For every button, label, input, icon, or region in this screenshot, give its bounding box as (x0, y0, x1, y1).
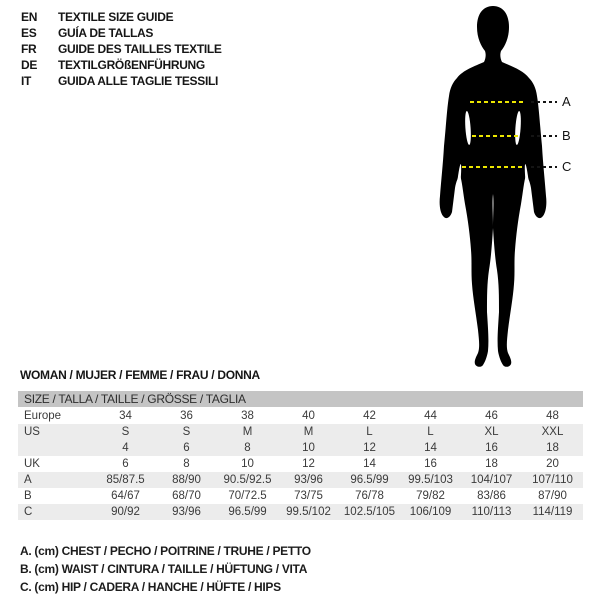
table-cell: 16 (485, 442, 498, 454)
table-cell: 46 (485, 410, 498, 422)
table-cell: 99.5/103 (408, 474, 453, 486)
language-code: FR (21, 42, 37, 56)
size-table-body (18, 408, 583, 520)
table-cell: 14 (424, 442, 437, 454)
legend-line-hip: C. (cm) HIP / CADERA / HANCHE / HÜFTE / HIPS (20, 580, 281, 594)
table-cell: L (427, 426, 434, 438)
row-label: C (24, 506, 33, 518)
table-cell: 4 (122, 442, 129, 454)
table-row (18, 456, 583, 472)
language-label: GUIDE DES TAILLES TEXTILE (58, 42, 222, 56)
table-cell: 36 (180, 410, 193, 422)
measurement-legend (20, 542, 311, 596)
table-cell: 10 (241, 458, 254, 470)
table-cell: 20 (546, 458, 559, 470)
table-cell: 10 (302, 442, 315, 454)
table-cell: 96.5/99 (350, 474, 389, 486)
table-cell: 79/82 (416, 490, 445, 502)
table-cell: 110/113 (471, 506, 512, 518)
table-row (18, 488, 583, 504)
table-row (18, 408, 583, 424)
table-cell: 73/75 (294, 490, 323, 502)
table-cell: 87/90 (538, 490, 567, 502)
table-row (18, 504, 583, 520)
table-cell: 68/70 (172, 490, 201, 502)
language-list (21, 9, 222, 89)
table-cell: 6 (122, 458, 129, 470)
language-code: ES (21, 26, 37, 40)
size-table-header: SIZE / TALLA / TAILLE / GRÖSSE / TAGLIA (18, 391, 583, 407)
language-code: IT (21, 74, 32, 88)
measure-line-a-callout (531, 101, 557, 103)
language-label: GUIDA ALLE TAGLIE TESSILI (58, 74, 219, 88)
table-cell: 90/92 (111, 506, 140, 518)
measure-line-a-body (470, 101, 523, 103)
table-cell: 18 (546, 442, 559, 454)
language-label: GUÍA DE TALLAS (58, 26, 154, 40)
measurement-figure (425, 0, 600, 380)
table-cell: 38 (241, 410, 254, 422)
table-cell: 8 (183, 458, 190, 470)
row-label: A (24, 474, 32, 486)
table-cell: 48 (546, 410, 559, 422)
language-code: DE (21, 58, 38, 72)
group-title: WOMAN / MUJER / FEMME / FRAU / DONNA (20, 368, 260, 382)
measure-line-c-body (462, 166, 524, 168)
table-row (18, 440, 583, 456)
row-label: US (24, 426, 40, 438)
table-cell: 12 (363, 442, 376, 454)
table-cell: S (121, 426, 130, 438)
size-table (18, 391, 583, 520)
table-cell: 6 (183, 442, 190, 454)
language-row (21, 25, 222, 41)
table-cell: 99.5/102 (286, 506, 331, 518)
table-row (18, 424, 583, 440)
row-label: Europe (24, 410, 62, 422)
language-row (21, 41, 222, 57)
table-row (18, 472, 583, 488)
language-code: EN (21, 10, 38, 24)
language-row (21, 9, 222, 25)
table-cell: XXL (541, 426, 564, 438)
measure-label-a: A (562, 94, 571, 109)
table-cell: 14 (363, 458, 376, 470)
table-cell: 8 (244, 442, 251, 454)
table-cell: 70/72.5 (228, 490, 267, 502)
legend-line-chest: A. (cm) CHEST / PECHO / POITRINE / TRUHE / PETTO (20, 544, 311, 558)
table-cell: M (242, 426, 253, 438)
table-cell: 12 (302, 458, 315, 470)
table-cell: 106/109 (409, 506, 452, 518)
table-cell: 42 (363, 410, 376, 422)
table-cell: 104/107 (470, 474, 513, 486)
table-cell: 16 (424, 458, 437, 470)
table-cell: 107/110 (532, 474, 573, 486)
measure-line-b-callout (531, 135, 557, 137)
measure-label-b: B (562, 128, 571, 143)
table-cell: 34 (119, 410, 132, 422)
row-label (18, 440, 95, 456)
measure-label-c: C (562, 159, 572, 174)
language-row (21, 73, 222, 89)
table-cell: 64/67 (111, 490, 140, 502)
table-cell: 114/119 (532, 506, 573, 518)
row-label: B (24, 490, 32, 502)
table-cell: 93/96 (294, 474, 323, 486)
language-label: TEXTILGRÖßENFÜHRUNG (58, 58, 205, 72)
measure-line-c-callout (531, 166, 557, 168)
table-cell: S (182, 426, 191, 438)
table-cell: 96.5/99 (228, 506, 267, 518)
table-cell: 88/90 (172, 474, 201, 486)
language-row (21, 57, 222, 73)
table-cell: L (366, 426, 373, 438)
woman-silhouette-icon (425, 0, 561, 375)
table-cell: 18 (485, 458, 498, 470)
table-cell: 85/87.5 (106, 474, 145, 486)
language-label: TEXTILE SIZE GUIDE (58, 10, 174, 24)
table-cell: M (303, 426, 314, 438)
table-cell: 102.5/105 (343, 506, 396, 518)
table-cell: XL (484, 426, 499, 438)
measure-line-b-body (472, 135, 518, 137)
legend-line-waist: B. (cm) WAIST / CINTURA / TAILLE / HÜFTUNG / VITA (20, 562, 308, 576)
table-cell: 76/78 (355, 490, 384, 502)
row-label: UK (24, 458, 40, 470)
table-cell: 93/96 (172, 506, 201, 518)
table-cell: 90.5/92.5 (223, 474, 272, 486)
table-cell: 44 (424, 410, 437, 422)
table-cell: 83/86 (477, 490, 506, 502)
table-cell: 40 (302, 410, 315, 422)
